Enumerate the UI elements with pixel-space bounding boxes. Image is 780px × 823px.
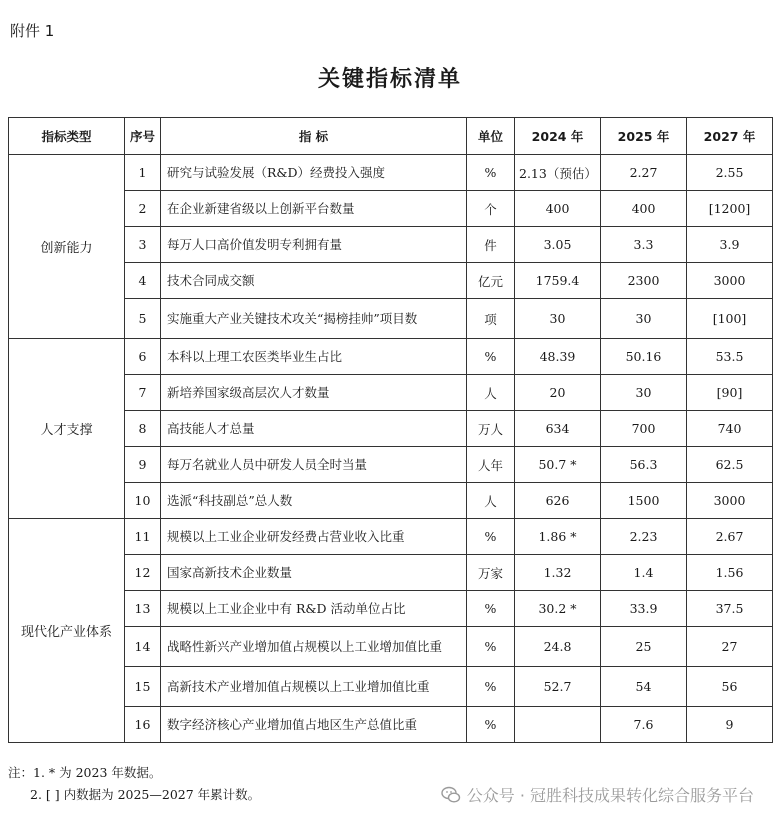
row-number: 16 <box>125 707 161 743</box>
indicator-name: 每万名就业人员中研发人员全时当量 <box>161 447 467 483</box>
value-2025: 50.16 <box>601 339 687 375</box>
unit-cell: 人 <box>467 483 515 519</box>
value-2024: 400 <box>515 191 601 227</box>
value-2024: 3.05 <box>515 227 601 263</box>
row-number: 9 <box>125 447 161 483</box>
value-2024: 1.32 <box>515 555 601 591</box>
unit-cell: % <box>467 519 515 555</box>
row-number: 1 <box>125 155 161 191</box>
value-2024: 1759.4 <box>515 263 601 299</box>
unit-cell: % <box>467 707 515 743</box>
row-number: 4 <box>125 263 161 299</box>
footnotes <box>8 762 260 806</box>
indicator-name: 规模以上工业企业中有 R&D 活动单位占比 <box>161 591 467 627</box>
row-number: 2 <box>125 191 161 227</box>
value-2027: [100] <box>687 299 773 339</box>
value-2025: 1.4 <box>601 555 687 591</box>
value-2024: 634 <box>515 411 601 447</box>
indicator-name: 选派“科技副总”总人数 <box>161 483 467 519</box>
row-number: 6 <box>125 339 161 375</box>
table-body <box>9 155 773 743</box>
unit-cell: 个 <box>467 191 515 227</box>
indicator-name: 在企业新建省级以上创新平台数量 <box>161 191 467 227</box>
row-number: 7 <box>125 375 161 411</box>
value-2024: 24.8 <box>515 627 601 667</box>
page-title: 关键指标清单 <box>317 66 462 92</box>
indicator-name: 新培养国家级高层次人才数量 <box>161 375 467 411</box>
header-2025: 2025 年 <box>601 118 687 155</box>
unit-cell: % <box>467 627 515 667</box>
value-2025: 2.23 <box>601 519 687 555</box>
category-cell: 现代化产业体系 <box>9 519 125 743</box>
value-2027: [90] <box>687 375 773 411</box>
unit-cell: 亿元 <box>467 263 515 299</box>
indicator-name: 每万人口高价值发明专利拥有量 <box>161 227 467 263</box>
row-number: 8 <box>125 411 161 447</box>
header-unit: 单位 <box>467 118 515 155</box>
category-cell: 人才支撑 <box>9 339 125 519</box>
row-number: 10 <box>125 483 161 519</box>
value-2025: 56.3 <box>601 447 687 483</box>
value-2025: 33.9 <box>601 591 687 627</box>
table-header-row <box>9 118 773 155</box>
footnote-2: 2. [ ] 内数据为 2025—2027 年累计数。 <box>30 787 261 802</box>
value-2025: 54 <box>601 667 687 707</box>
value-2025: 7.6 <box>601 707 687 743</box>
value-2025: 3.3 <box>601 227 687 263</box>
indicator-name: 实施重大产业关键技术攻关“揭榜挂帅”项目数 <box>161 299 467 339</box>
unit-cell: % <box>467 339 515 375</box>
value-2024: 20 <box>515 375 601 411</box>
value-2027: 56 <box>687 667 773 707</box>
table-row <box>9 519 773 555</box>
watermark-text: 公众号 · 冠胜科技成果转化综合服务平台 <box>466 786 754 805</box>
value-2024: 52.7 <box>515 667 601 707</box>
value-2027: 27 <box>687 627 773 667</box>
indicator-name: 规模以上工业企业研发经费占营业收入比重 <box>161 519 467 555</box>
value-2025: 2.27 <box>601 155 687 191</box>
unit-cell: % <box>467 155 515 191</box>
watermark <box>441 783 754 806</box>
value-2025: 700 <box>601 411 687 447</box>
attachment-label: 附件 1 <box>10 22 55 40</box>
indicator-name: 高技能人才总量 <box>161 411 467 447</box>
unit-cell: 项 <box>467 299 515 339</box>
row-number: 15 <box>125 667 161 707</box>
value-2027: 3000 <box>687 483 773 519</box>
row-number: 12 <box>125 555 161 591</box>
value-2025: 1500 <box>601 483 687 519</box>
value-2024: 48.39 <box>515 339 601 375</box>
value-2024: 626 <box>515 483 601 519</box>
indicator-name: 技术合同成交额 <box>161 263 467 299</box>
row-number: 11 <box>125 519 161 555</box>
value-2024: 50.7 * <box>515 447 601 483</box>
row-number: 5 <box>125 299 161 339</box>
header-2027: 2027 年 <box>687 118 773 155</box>
indicator-name: 本科以上理工农医类毕业生占比 <box>161 339 467 375</box>
value-2027: 3000 <box>687 263 773 299</box>
value-2025: 2300 <box>601 263 687 299</box>
header-category: 指标类型 <box>9 118 125 155</box>
indicator-name: 国家高新技术企业数量 <box>161 555 467 591</box>
unit-cell: 万人 <box>467 411 515 447</box>
category-cell: 创新能力 <box>9 155 125 339</box>
indicator-table <box>8 117 773 743</box>
value-2024: 30.2 * <box>515 591 601 627</box>
unit-cell: 件 <box>467 227 515 263</box>
indicator-name: 数字经济核心产业增加值占地区生产总值比重 <box>161 707 467 743</box>
value-2027: 9 <box>687 707 773 743</box>
row-number: 3 <box>125 227 161 263</box>
value-2027: 62.5 <box>687 447 773 483</box>
row-number: 14 <box>125 627 161 667</box>
header-indicator: 指 标 <box>161 118 467 155</box>
value-2027: [1200] <box>687 191 773 227</box>
unit-cell: 人 <box>467 375 515 411</box>
indicator-name: 战略性新兴产业增加值占规模以上工业增加值比重 <box>161 627 467 667</box>
unit-cell: 人年 <box>467 447 515 483</box>
table-row <box>9 155 773 191</box>
header-no: 序号 <box>125 118 161 155</box>
unit-cell: 万家 <box>467 555 515 591</box>
header-2024: 2024 年 <box>515 118 601 155</box>
unit-cell: % <box>467 667 515 707</box>
value-2024 <box>515 707 601 743</box>
indicator-name: 研究与试验发展（R&D）经费投入强度 <box>161 155 467 191</box>
value-2027: 37.5 <box>687 591 773 627</box>
table-row <box>9 339 773 375</box>
value-2025: 30 <box>601 375 687 411</box>
indicator-name: 高新技术产业增加值占规模以上工业增加值比重 <box>161 667 467 707</box>
value-2027: 3.9 <box>687 227 773 263</box>
value-2025: 25 <box>601 627 687 667</box>
value-2027: 53.5 <box>687 339 773 375</box>
value-2024: 2.13（预估） <box>515 155 601 191</box>
value-2025: 400 <box>601 191 687 227</box>
value-2024: 1.86 * <box>515 519 601 555</box>
value-2027: 1.56 <box>687 555 773 591</box>
footnote-1: 注：1. * 为 2023 年数据。 <box>8 765 162 780</box>
row-number: 13 <box>125 591 161 627</box>
value-2025: 30 <box>601 299 687 339</box>
value-2027: 2.67 <box>687 519 773 555</box>
value-2027: 740 <box>687 411 773 447</box>
value-2024: 30 <box>515 299 601 339</box>
unit-cell: % <box>467 591 515 627</box>
wechat-icon <box>441 785 461 805</box>
value-2027: 2.55 <box>687 155 773 191</box>
